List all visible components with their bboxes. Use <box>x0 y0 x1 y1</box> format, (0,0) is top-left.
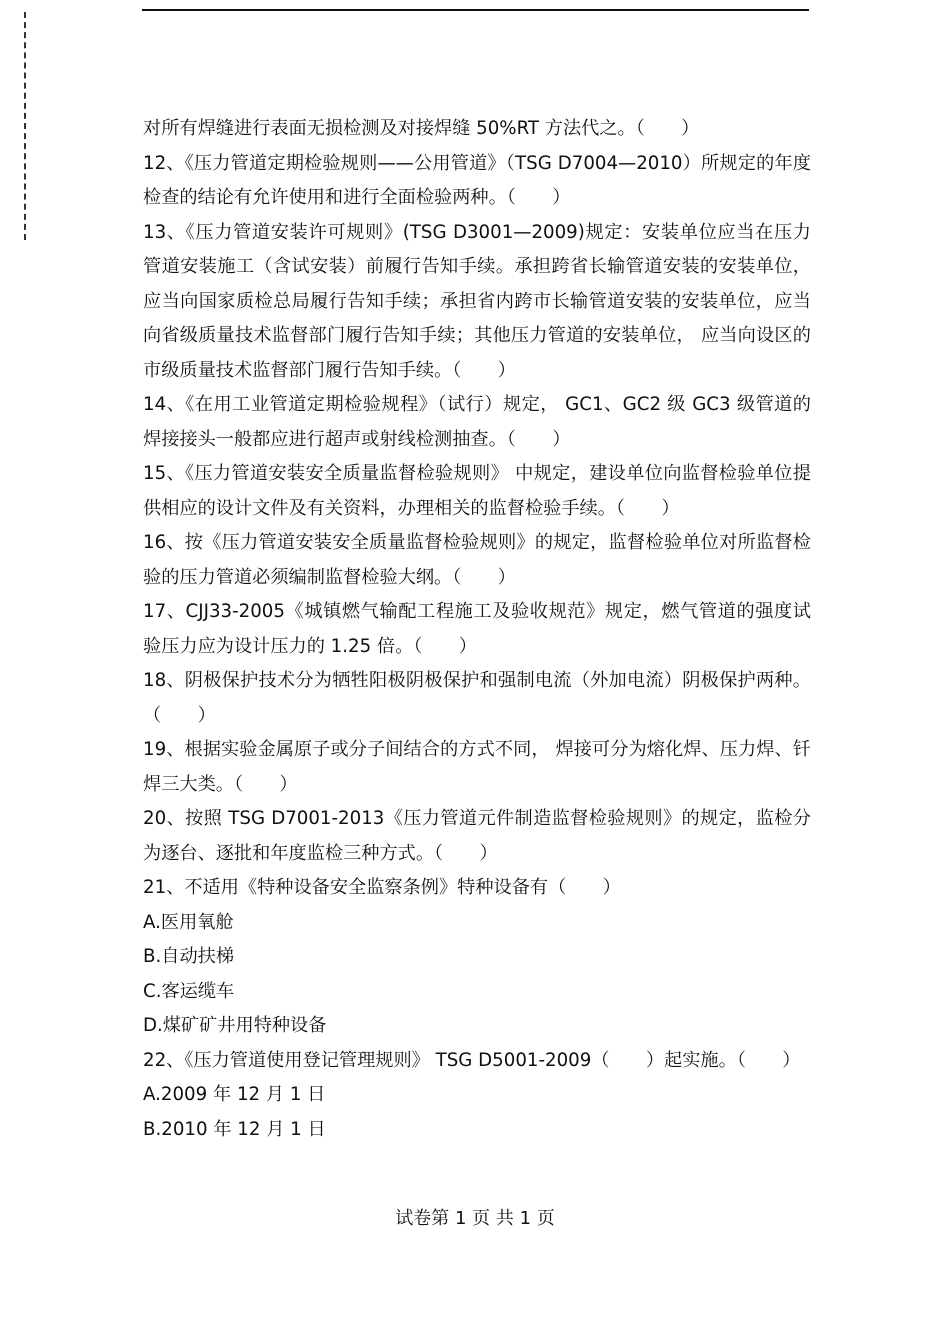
binding-margin-line <box>24 12 26 240</box>
question-22-option-a: A.2009 年 12 月 1 日 <box>143 1084 326 1105</box>
question-16: 16、按《压力管道安装安全质量监督检验规则》的规定，监督检验单位对所监督检验的压力管道必须编制监督检验大纲。（ ） <box>143 532 811 588</box>
question-21: 21、不适用《特种设备安全监察条例》特种设备有（ ） <box>143 877 621 898</box>
question-13: 13、《压力管道安装许可规则》(TSG D3001—2009)规定：安装单位应当在压力管道安装施工（含试安装）前履行告知手续。承担跨省长输管道安装的安装单位，应当向国家质检总局履行告知手续；承担省内跨市长输管道安装的安装单位，应当向省级质量技术监督部门履行告知手续；其他压力管道的安装单位， 应当向设区的市级质量技术监督部门履行告知手续。（ ） <box>143 221 811 381</box>
exam-body <box>143 112 811 1147</box>
question-22-option-b: B.2010 年 12 月 1 日 <box>143 1118 326 1140</box>
question-21-option-c: C.客运缆车 <box>143 980 235 1002</box>
question-21-option-d: D.煤矿矿井用特种设备 <box>143 1015 327 1036</box>
question-19: 19、根据实验金属原子或分子间结合的方式不同， 焊接可分为熔化焊、压力焊、钎焊三大类。（ ） <box>143 739 811 795</box>
page-footer: 试卷第 1 页 共 1 页 <box>395 1208 555 1229</box>
question-21-option-b: B.自动扶梯 <box>143 946 235 967</box>
question-21-option-a: A.医用氧舱 <box>143 911 234 933</box>
question-12: 12、《压力管道定期检验规则——公用管道》（TSG D7004—2010）所规定的年度检查的结论有允许使用和进行全面检验两种。（ ） <box>143 152 811 208</box>
question-22: 22、《压力管道使用登记管理规则》 TSG D5001-2009（ ）起实施。（ ） <box>143 1049 801 1071</box>
question-11-tail: 对所有焊缝进行表面无损检测及对接焊缝 50%RT 方法代之。（ ） <box>143 118 700 139</box>
question-18: 18、阴极保护技术分为牺牲阳极阴极保护和强制电流（外加电流）阴极保护两种。（ ） <box>143 670 811 726</box>
question-15: 15、《压力管道安装安全质量监督检验规则》 中规定，建设单位向监督检验单位提供相应的设计文件及有关资料，办理相关的监督检验手续。（ ） <box>143 463 811 519</box>
header-rule <box>142 9 809 11</box>
question-17: 17、CJJ33-2005《城镇燃气输配工程施工及验收规范》规定，燃气管道的强度试验压力应为设计压力的 1.25 倍。（ ） <box>143 601 811 657</box>
question-14: 14、《在用工业管道定期检验规程》（试行）规定， GC1、GC2 级 GC3 级管道的焊接接头一般都应进行超声或射线检测抽查。（ ） <box>143 394 811 450</box>
question-20: 20、按照 TSG D7001-2013《压力管道元件制造监督检验规则》的规定，监检分为逐台、逐批和年度监检三种方式。（ ） <box>143 808 811 864</box>
